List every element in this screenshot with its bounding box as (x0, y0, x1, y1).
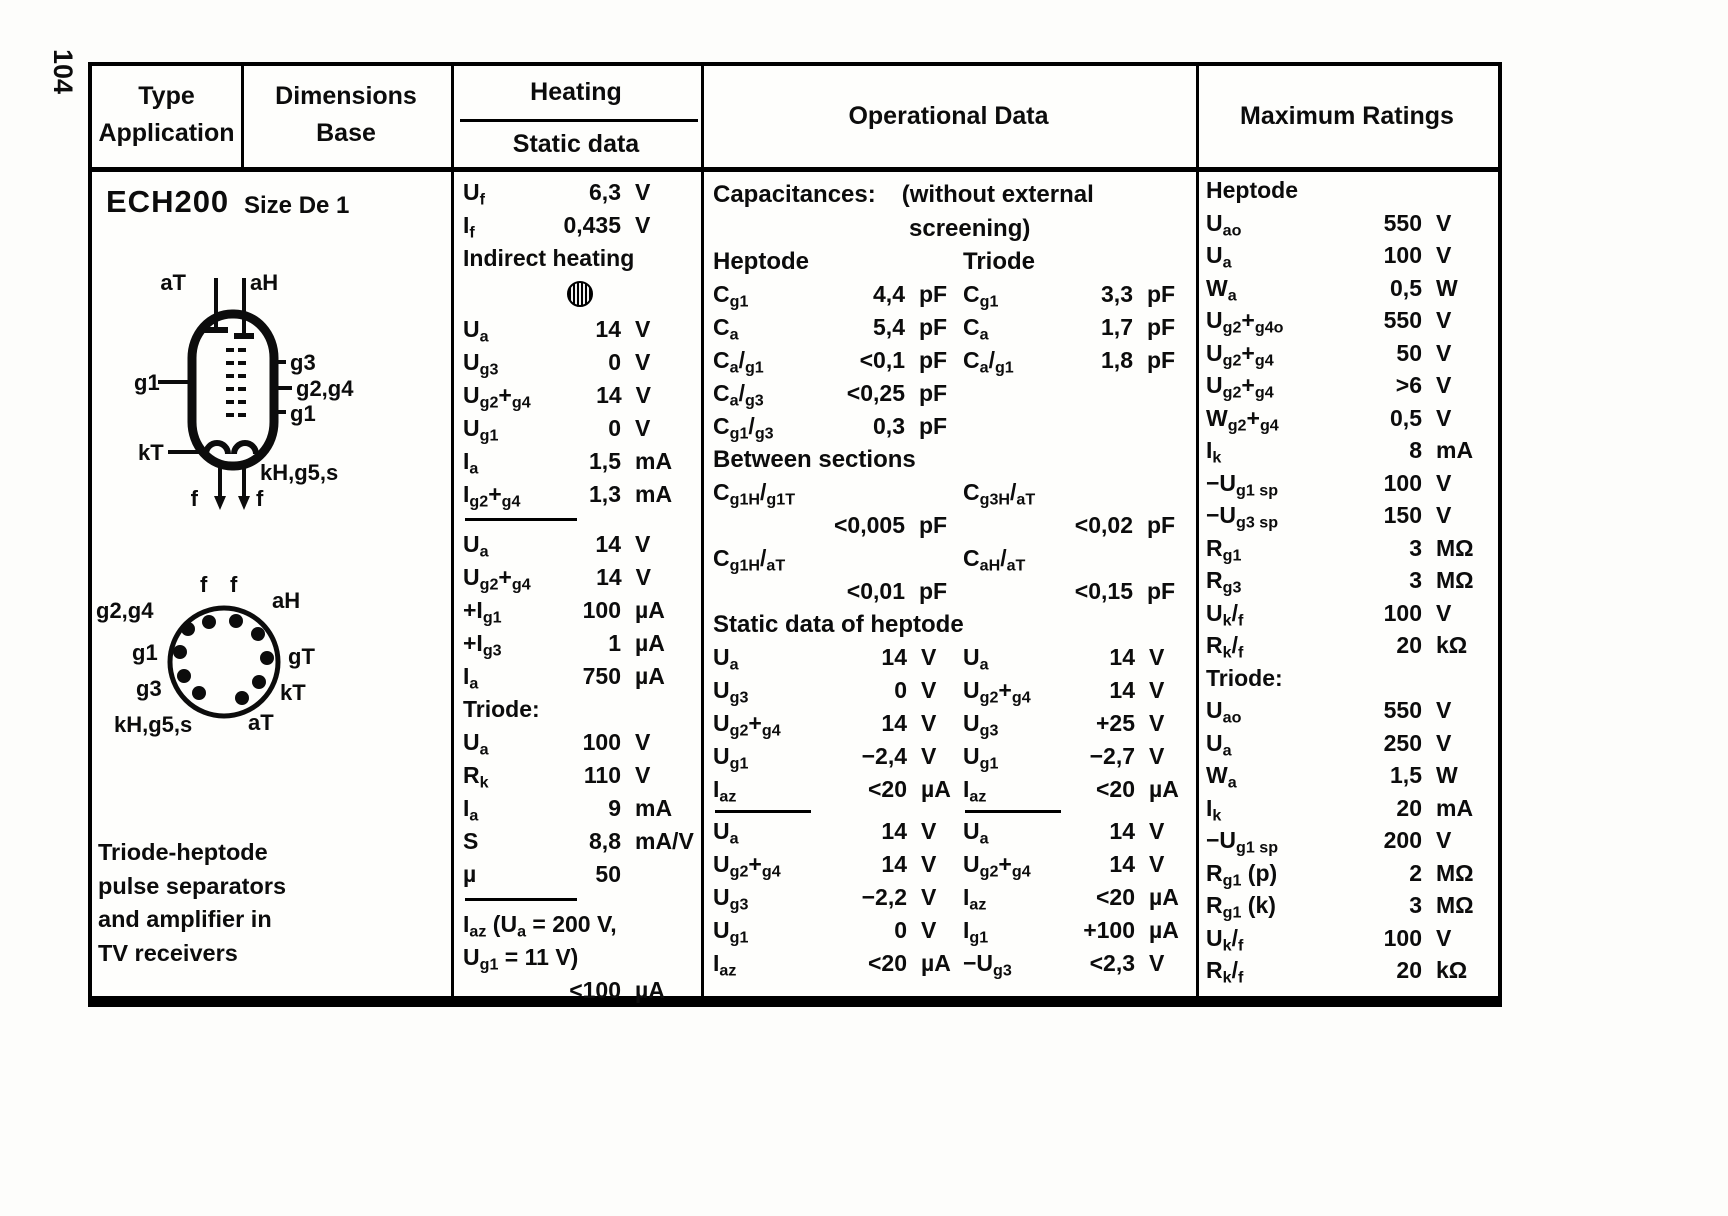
param-row: $U_{g2}+_{g4o}$ 550 V (1206, 307, 1452, 337)
divider-heating-operational (701, 66, 704, 996)
capacitances-title: Capacitances: (without external (713, 181, 1094, 208)
param-row: $U_{g3}$ +25 V (963, 710, 1165, 740)
param-row: $I_{g2}+_{g4}$ 1,3 mA (463, 481, 673, 511)
tube-label-kT: kT (138, 440, 164, 465)
param-row: $R_{g1}$ (k) 3 MΩ (1206, 892, 1474, 922)
param-row: $U_a$ 100 V (463, 729, 651, 759)
param-row: $U_{g2}+_{g4}$ >6 V (1206, 372, 1452, 402)
param-row: $R_k$ 110 V (463, 762, 651, 792)
param-row: $U_{g2}+_{g4}$ 14 V (463, 382, 652, 412)
param-row: $I_k$ 8 mA (1206, 437, 1474, 467)
divider-operational-maximum (1196, 66, 1199, 996)
param-row: $I_{az}$ <20 µA (963, 884, 1179, 914)
header-type-application: Type Application (98, 82, 235, 147)
section-rule (715, 810, 811, 813)
section-rule (465, 518, 577, 521)
param-row: $U_{g2}+_{g4}$ 14 V (963, 677, 1165, 707)
page-number: 104 (48, 48, 79, 95)
capacitances-title-line2: screening) (909, 215, 1031, 242)
base-label-aT: aT (248, 710, 274, 735)
base-label-gT: gT (288, 644, 315, 669)
triode-subheader: Triode (963, 248, 1036, 275)
text-row: Indirect heating (463, 245, 635, 271)
heating-column (463, 176, 697, 1007)
param-row: $U_{g2}+_{g4}$ 14 V (713, 710, 937, 740)
param-row: <100 µA (569, 977, 665, 1003)
param-row: $C_{aH}/_{aT}$ (963, 545, 1026, 575)
param-row: $U_{g1} = 11$ V) (463, 944, 579, 974)
param-row: $R_{g1}$ (p) 2 MΩ (1206, 859, 1474, 889)
param-row: $I_{az}$ <20 µA (963, 776, 1179, 806)
param-row: $U_{g2}+_{g4}$ 14 V (963, 851, 1165, 881)
header-maximum-ratings: Maximum Ratings (1240, 102, 1454, 130)
base-label-g2g4: g2,g4 (96, 598, 154, 623)
param-row: $R_{g3}$ 3 MΩ (1206, 567, 1474, 597)
param-row: $C_a$ 1,7 pF (963, 314, 1176, 344)
header-operational-data: Operational Data (848, 102, 1049, 130)
between-sections-grid (713, 476, 1191, 608)
operational-column (713, 178, 1191, 980)
param-row: $U_{g2}+_{g4}$ 14 V (713, 851, 937, 881)
param-row: $-U_{g1 sp}$ 200 V (1206, 827, 1452, 857)
base-label-f1: f (200, 572, 208, 597)
section-rule (965, 810, 1061, 813)
param-row: $W_a$ 1,5 W (1206, 762, 1458, 792)
param-row: $U_{g1}$ −2,4 V (713, 743, 937, 773)
param-row: $I_{az}$ <20 µA (713, 950, 951, 980)
param-row: $U_a$ 14 V (713, 818, 937, 848)
param-row: $C_a/_{g1}$ <0,1 pF (713, 347, 948, 377)
param-row: $C_{g1}/_{g3}$ 0,3 pF (713, 413, 948, 443)
heating-subheader-rule (460, 119, 698, 122)
application-description (98, 836, 286, 970)
param-row: $U_{g1}$ −2,7 V (963, 743, 1165, 773)
param-row: $U_a$ 14 V (463, 316, 651, 346)
param-row: $-U_{g3 sp}$ 150 V (1206, 502, 1452, 532)
tube-schematic (134, 266, 374, 526)
param-row: $C_{g1H}/_{g1T}$ (713, 479, 796, 509)
base-pinout-diagram (96, 566, 356, 756)
param-row: S 8,8 mA/V (463, 828, 694, 854)
tube-label-g1-left: g1 (134, 370, 160, 395)
param-row: $U_a$ 250 V (1206, 729, 1452, 759)
between-right-rows (963, 476, 1191, 608)
param-row: <0,02 pF (1074, 512, 1176, 538)
param-row: $C_a/_{g1}$ 1,8 pF (963, 347, 1176, 377)
param-row: $I_{g1}$ +100 µA (963, 917, 1179, 947)
param-row: <0,005 pF (834, 512, 948, 538)
tube-label-g1-right: g1 (290, 401, 316, 426)
param-row: $U_a$ 100 V (1206, 242, 1452, 272)
tube-label-f2: f (256, 486, 264, 511)
static-data-heptode-header: Static data of heptode (713, 611, 964, 638)
param-row: <0,01 pF (846, 578, 948, 604)
heptode-subheader: Heptode (713, 248, 809, 275)
param-row: $C_{g1}$ 3,3 pF (963, 281, 1176, 311)
header-static-data: Static data (512, 130, 640, 158)
between-left-rows (713, 476, 963, 608)
param-row: $C_a/_{g3}$ <0,25 pF (713, 380, 948, 410)
between-sections-header: Between sections (713, 446, 916, 473)
param-row: $-U_{g1 sp}$ 100 V (1206, 469, 1452, 499)
header-dimensions-base: Dimensions Base (275, 82, 417, 147)
param-row: $U_k/_f$ 100 V (1206, 599, 1452, 629)
static-right-rows (963, 641, 1191, 980)
capacitance-rows-heptode (713, 278, 963, 443)
tube-label-kHg5s: kH,g5,s (260, 460, 339, 485)
param-row: $-U_{g3}$ <2,3 V (963, 950, 1165, 980)
param-row: $U_{g3}$ −2,2 V (713, 884, 937, 914)
capacitance-rows-triode (963, 278, 1191, 377)
static-left-rows (713, 641, 963, 980)
param-row: <0,15 pF (1074, 578, 1176, 604)
param-row: $U_f$ 6,3 V (463, 179, 651, 209)
param-row: $I_a$ 9 mA (463, 795, 673, 825)
base-label-g1: g1 (132, 640, 158, 665)
param-row: $U_{ao}$ 550 V (1206, 209, 1452, 239)
param-row: $+I_{g3}$ 1 µA (463, 630, 665, 660)
param-row: µ 50 (463, 861, 621, 887)
param-row: $U_{ao}$ 550 V (1206, 697, 1452, 727)
datasheet-table (88, 62, 1502, 1007)
base-label-aH: aH (272, 588, 301, 613)
param-row: $U_k/_f$ 100 V (1206, 924, 1452, 954)
param-row: $U_{g3}$ 0 V (463, 349, 651, 379)
tube-size: Size De 1 (244, 192, 350, 219)
hatched-dot-icon (463, 275, 697, 313)
param-row: $W_{g2}+_{g4}$ 0,5 V (1206, 404, 1452, 434)
description-line: Triode-heptode (98, 839, 268, 865)
section-header: Triode: (1206, 664, 1283, 691)
section-header: Triode: (463, 696, 540, 722)
capacitances-grid (713, 245, 1191, 443)
tube-type: ECH200 (106, 184, 230, 219)
param-row: $U_a$ 14 V (713, 644, 937, 674)
param-row: $I_{az}$ ($U_a = 200$ V, (463, 911, 617, 941)
param-row: $U_{g2}+_{g4}$ 14 V (463, 564, 652, 594)
description-line: TV receivers (98, 939, 238, 966)
section-header: Heptode (1206, 177, 1298, 203)
param-row: $U_{g1}$ 0 V (463, 415, 651, 445)
param-row: $C_{g1H}/_{aT}$ (713, 545, 786, 575)
tube-label-g2g4: g2,g4 (296, 376, 354, 401)
param-row: $I_k$ 20 mA (1206, 794, 1474, 824)
param-row: $I_a$ 750 µA (463, 663, 665, 693)
header-heating: Heating (530, 78, 622, 106)
tube-label-aH: aH (250, 270, 279, 295)
param-row: $W_a$ 0,5 W (1206, 274, 1458, 304)
base-label-f2: f (230, 572, 238, 597)
param-row: $U_a$ 14 V (963, 818, 1165, 848)
param-row: $C_{g1}$ 4,4 pF (713, 281, 948, 311)
param-row: $R_{g1}$ 3 MΩ (1206, 534, 1474, 564)
description-line: pulse separators (98, 872, 287, 899)
tube-label-g3: g3 (290, 350, 316, 375)
param-row: $U_a$ 14 V (963, 644, 1165, 674)
section-rule (465, 898, 577, 901)
base-label-kHg5s: kH,g5,s (114, 712, 193, 737)
param-row: $C_a$ 5,4 pF (713, 314, 948, 344)
param-row: $I_f$ 0,435 V (463, 212, 651, 242)
tube-label-aT: aT (160, 270, 186, 295)
param-row: $R_k/_f$ 20 kΩ (1206, 957, 1468, 987)
param-row: $I_a$ 1,5 mA (463, 448, 673, 478)
param-row: $U_{g3}$ 0 V (713, 677, 937, 707)
description-line: and amplifier in (98, 906, 272, 932)
tube-label-f1: f (190, 486, 198, 511)
divider-dimensions-heating (451, 66, 454, 996)
maximum-ratings-column (1206, 174, 1494, 987)
param-row: $U_{g1}$ 0 V (713, 917, 937, 947)
param-row: $+I_{g1}$ 100 µA (463, 597, 665, 627)
base-label-g3: g3 (136, 676, 162, 701)
param-row: $C_{g3H}/_{aT}$ (963, 479, 1036, 509)
param-row: $R_k/_f$ 20 kΩ (1206, 632, 1468, 662)
static-data-grid (713, 641, 1191, 980)
base-label-kT: kT (280, 680, 306, 705)
param-row: $I_{az}$ <20 µA (713, 776, 951, 806)
param-row: $U_a$ 14 V (463, 531, 651, 561)
param-row: $U_{g2}+_{g4}$ 50 V (1206, 339, 1452, 369)
